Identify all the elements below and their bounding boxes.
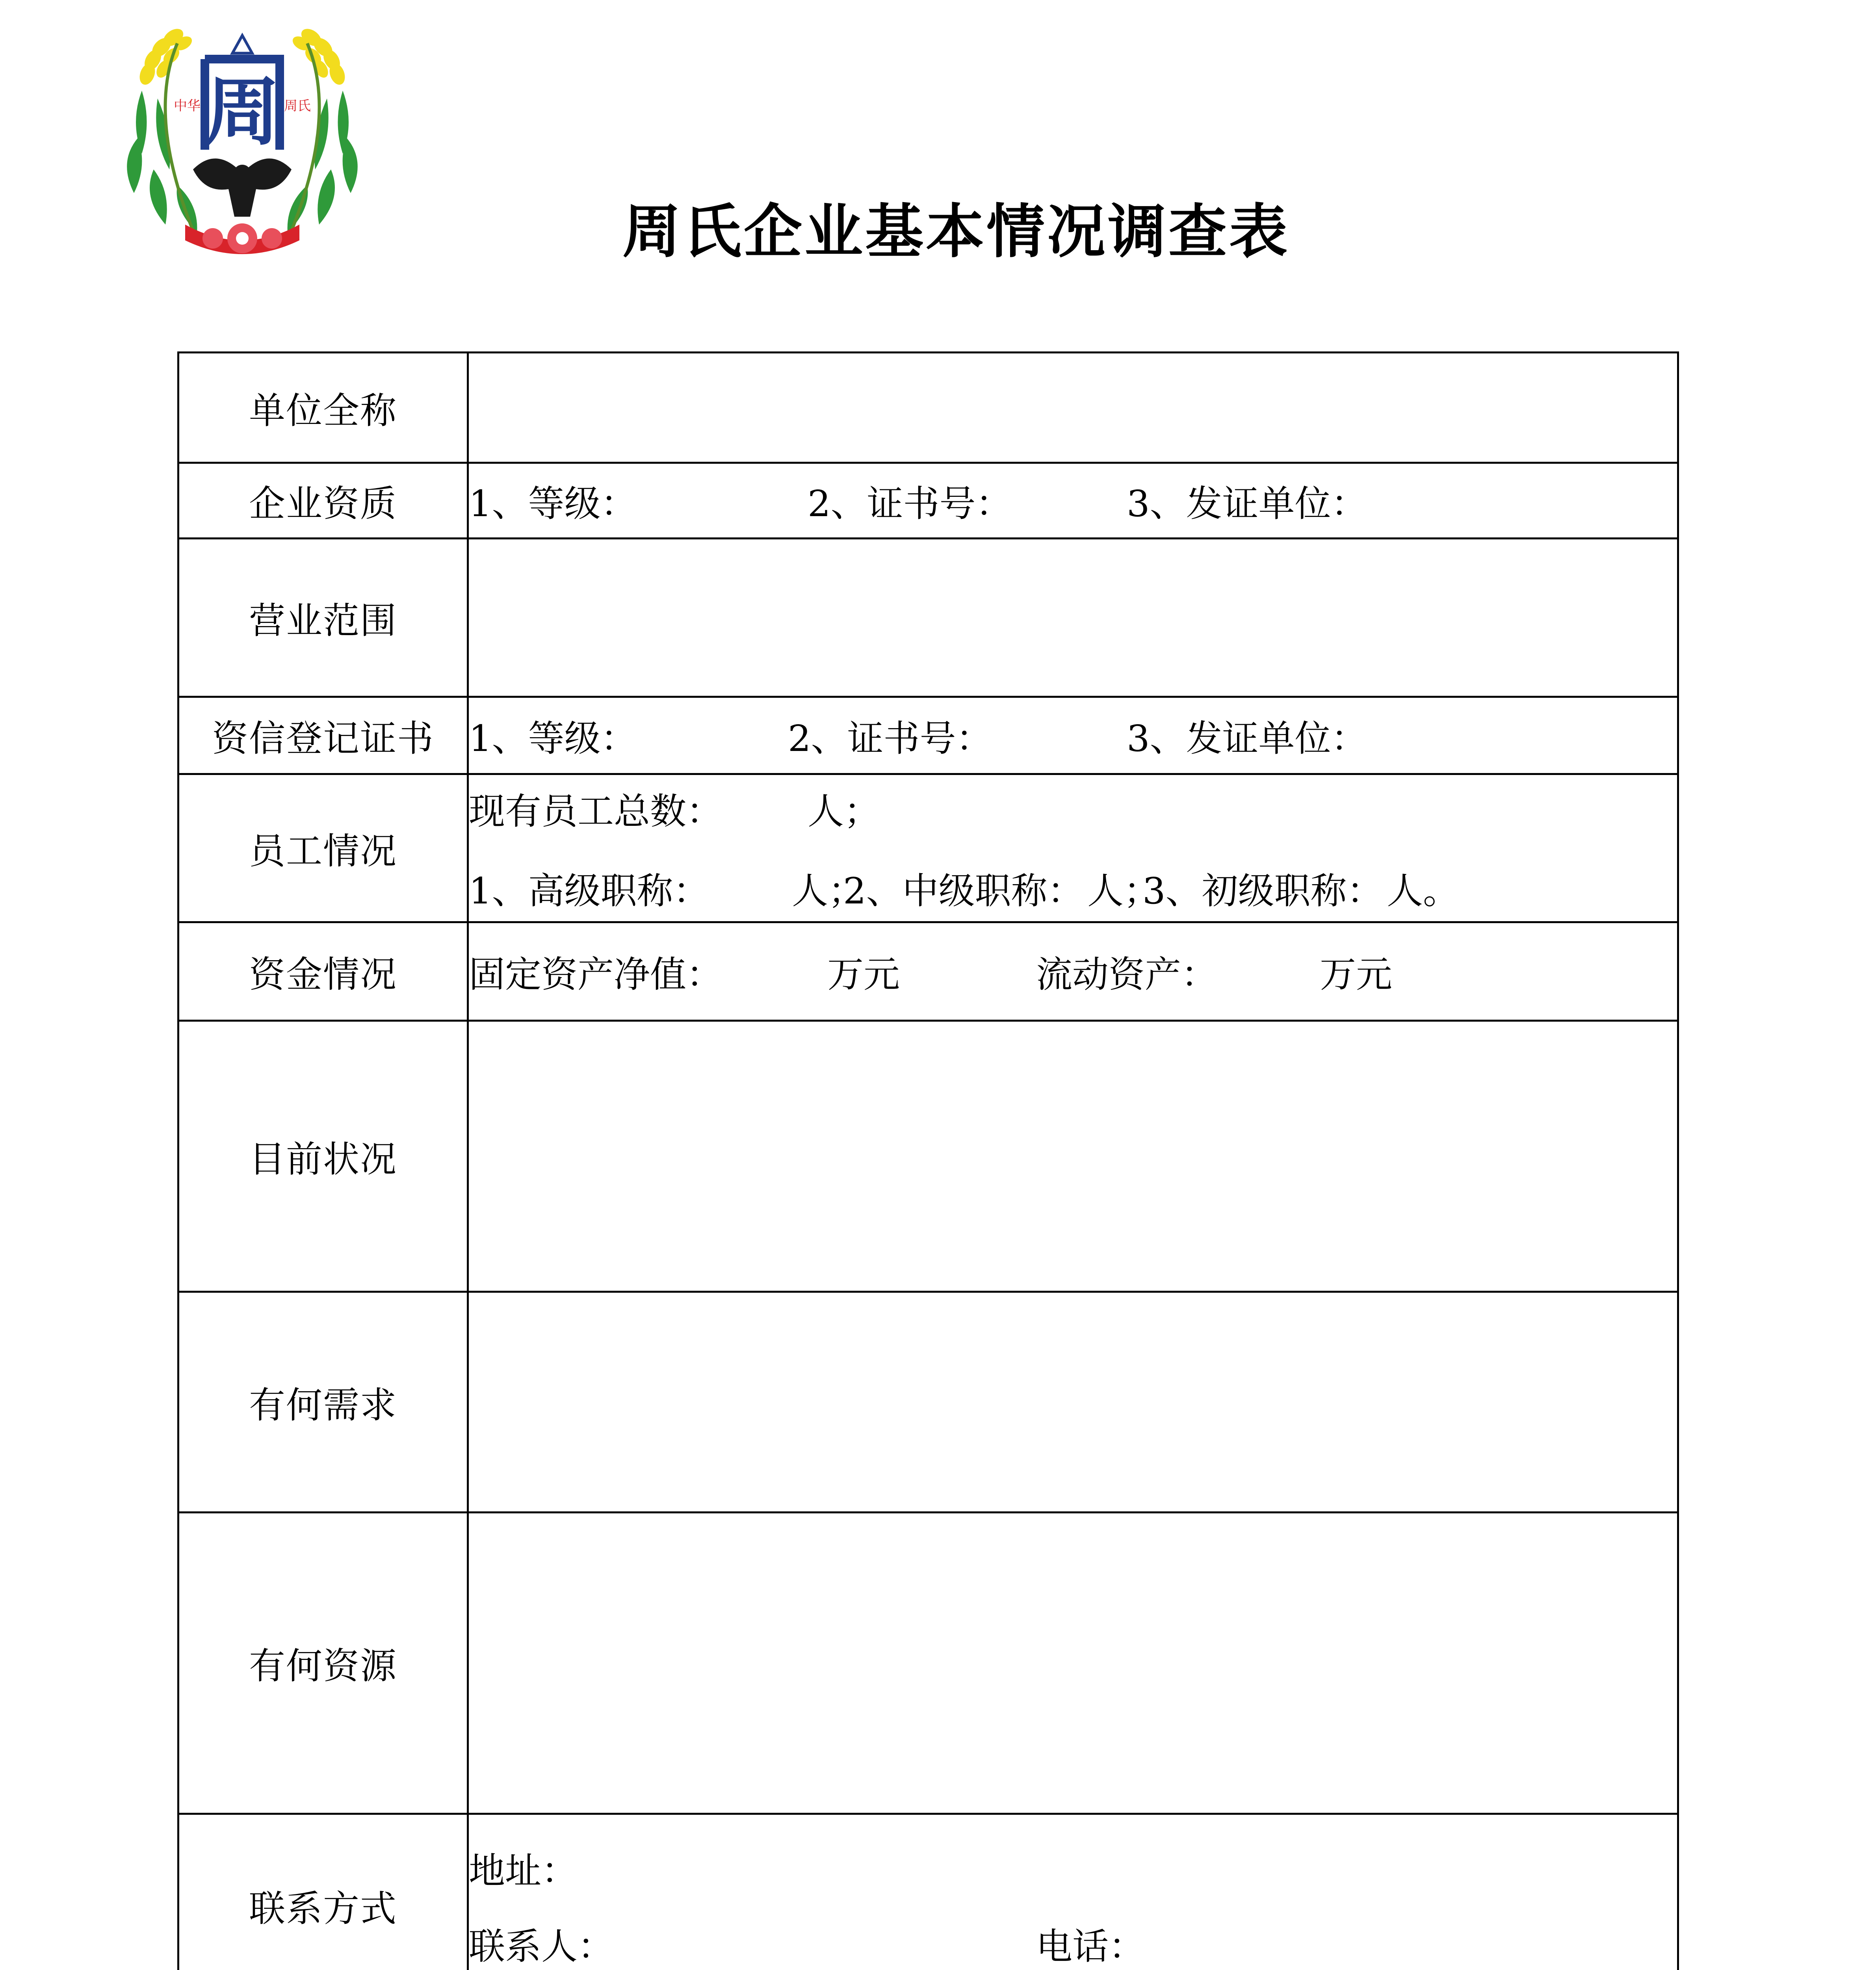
row-status bbox=[178, 1021, 1678, 1292]
staff-junior-field[interactable]: 3、初级职称： bbox=[1142, 870, 1383, 912]
svg-text:中华: 中华 bbox=[174, 98, 201, 114]
credit-cert-no-field[interactable]: 2、证书号： bbox=[788, 717, 992, 760]
staff-senior-field[interactable]: 1、高级职称： bbox=[469, 870, 710, 912]
label-credit-cert: 资信登记证书 bbox=[178, 697, 468, 774]
page-title: 周氏企业基本情况调查表 bbox=[622, 197, 1290, 266]
address-field[interactable]: 地址： bbox=[469, 1849, 578, 1892]
fixed-assets-field[interactable]: 固定资产净值： bbox=[469, 953, 723, 996]
label-staff: 员工情况 bbox=[178, 774, 468, 922]
staff-total-unit: 人； bbox=[808, 790, 880, 833]
survey-form-table bbox=[177, 351, 1679, 1970]
row-unit-name bbox=[178, 353, 1678, 463]
label-status: 目前状况 bbox=[178, 1021, 468, 1292]
funds-fields bbox=[468, 922, 1678, 1021]
svg-text:周: 周 bbox=[204, 68, 280, 156]
label-qualification: 企业资质 bbox=[178, 463, 468, 539]
status-field[interactable] bbox=[468, 1021, 1678, 1292]
qualification-cert-no-field[interactable]: 2、证书号： bbox=[808, 482, 1012, 525]
current-assets-unit: 万元 bbox=[1320, 953, 1393, 996]
zhou-clan-emblem-icon bbox=[114, 20, 370, 264]
staff-senior-unit: 人； bbox=[792, 870, 865, 912]
needs-field[interactable] bbox=[468, 1292, 1678, 1513]
contact-person-field[interactable]: 联系人： bbox=[469, 1925, 614, 1968]
qualification-issuer-field[interactable]: 3、发证单位： bbox=[1127, 482, 1367, 525]
contact-fields bbox=[468, 1814, 1678, 1970]
credit-grade-field[interactable]: 1、等级： bbox=[469, 717, 637, 760]
staff-middle-field[interactable]: 2、中级职称： bbox=[843, 870, 1084, 912]
staff-total-field[interactable]: 现有员工总数： bbox=[469, 790, 723, 833]
fixed-assets-unit: 万元 bbox=[827, 953, 900, 996]
row-resources bbox=[178, 1513, 1678, 1814]
phone-field[interactable]: 电话： bbox=[1036, 1925, 1145, 1968]
row-qualification bbox=[178, 463, 1678, 539]
label-contact: 联系方式 bbox=[178, 1814, 468, 1970]
qualification-grade-field[interactable]: 1、等级： bbox=[469, 482, 637, 525]
business-scope-field[interactable] bbox=[468, 539, 1678, 697]
staff-middle-unit: 人； bbox=[1087, 870, 1160, 912]
credit-issuer-field[interactable]: 3、发证单位： bbox=[1127, 717, 1367, 760]
label-business-scope: 营业范围 bbox=[178, 539, 468, 697]
unit-name-field[interactable] bbox=[468, 353, 1678, 463]
label-unit-name: 单位全称 bbox=[178, 353, 468, 463]
row-credit-cert bbox=[178, 697, 1678, 774]
staff-junior-unit: 人。 bbox=[1387, 870, 1460, 912]
row-needs bbox=[178, 1292, 1678, 1513]
row-contact bbox=[178, 1814, 1678, 1970]
svg-text:周氏: 周氏 bbox=[284, 98, 311, 114]
resources-field[interactable] bbox=[468, 1513, 1678, 1814]
row-funds bbox=[178, 922, 1678, 1021]
label-funds: 资金情况 bbox=[178, 922, 468, 1021]
row-business-scope bbox=[178, 539, 1678, 697]
staff-fields bbox=[468, 774, 1678, 922]
credit-cert-fields bbox=[468, 697, 1678, 774]
row-staff bbox=[178, 774, 1678, 922]
current-assets-field[interactable]: 流动资产： bbox=[1036, 953, 1218, 996]
qualification-fields bbox=[468, 463, 1678, 539]
label-needs: 有何需求 bbox=[178, 1292, 468, 1513]
label-resources: 有何资源 bbox=[178, 1513, 468, 1814]
